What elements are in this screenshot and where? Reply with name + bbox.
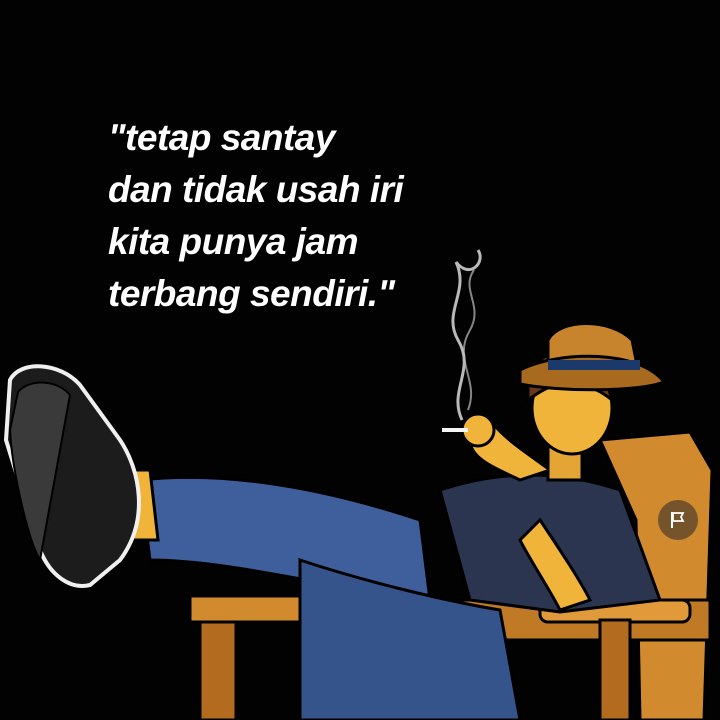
hat-band bbox=[548, 360, 640, 370]
quote-text bbox=[108, 112, 488, 320]
leg-upper bbox=[140, 477, 430, 600]
quote-line-1: "tetap santay bbox=[108, 117, 335, 158]
chair-leg-right bbox=[600, 620, 630, 720]
report-button[interactable] bbox=[658, 500, 698, 540]
quote-line-4: terbang sendiri." bbox=[108, 273, 395, 314]
flag-icon bbox=[668, 510, 688, 530]
quote-line-3: kita punya jam bbox=[108, 221, 359, 262]
quote-line-2: dan tidak usah iri bbox=[108, 169, 404, 210]
